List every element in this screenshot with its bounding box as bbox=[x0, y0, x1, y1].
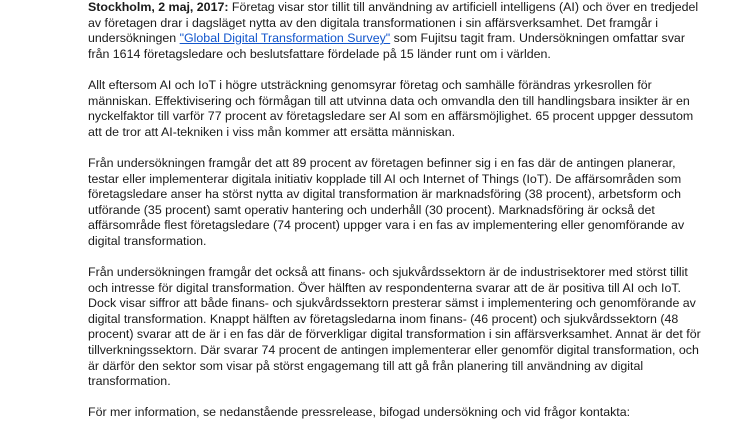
text-line: företagsledare anser ha störst nytta av digital transformation är marknadsföring (38 procent), arbetsform och bbox=[88, 187, 681, 202]
text-line: affärsområde flest företagsledare (74 procent) uppger vara i en fas av implementering eller genomförande av bbox=[88, 218, 685, 233]
text-line: testar eller implementerar digitala initiativ kopplade till AI och Internet of Things (IoT). De affärsområden som bbox=[88, 171, 682, 186]
dateline: Stockholm, 2 maj, 2017: bbox=[88, 0, 229, 14]
text-span: undersökningen bbox=[88, 31, 180, 46]
paragraph-ai-iot bbox=[88, 78, 726, 140]
text-line: Dock visar siffror att både finans- och sjukvårdssektorn presterar sämst i implementering och genomförande av bbox=[88, 296, 696, 311]
text-line: procent) svarar att de är i en fas där de förverkligar digital transformation i sin affärsverksamhet. Annat är det för bbox=[88, 327, 701, 342]
text-line: utförande (35 procent) samt operativ hantering och underhåll (30 procent). Marknadsföring är också det bbox=[88, 202, 655, 217]
text-line: För mer information, se nedanstående pressrelease, bifogad undersökning och vid frågor kontakta: bbox=[88, 405, 631, 420]
text-line: digital transformation. bbox=[88, 233, 207, 248]
paragraph-gap bbox=[88, 140, 726, 156]
paragraph-gap bbox=[88, 62, 726, 78]
paragraph-intro bbox=[88, 0, 726, 62]
text-line: Från undersökningen framgår det att 89 procent av företagen befinner sig i en fas där de antingen planerar, bbox=[88, 155, 676, 170]
text-line: tillverkningssektorn. Där svarar 74 procent de antingen implementerar eller genomför digital transformation, och bbox=[88, 343, 699, 358]
text-line bbox=[88, 31, 726, 47]
survey-link[interactable]: "Global Digital Transformation Survey" bbox=[179, 31, 391, 46]
text-span: som Fujitsu tagit fram. Undersökningen omfattar svar bbox=[390, 31, 685, 46]
paragraph-gap bbox=[88, 250, 726, 266]
text-line: och intresse för digital transformation. Över hälften av respondenterna svarar att de är positiva till AI och IoT. bbox=[88, 280, 681, 295]
text-line: människan. Effektivisering och förmågan till att utvinna data och omvandla den till handlingsbara insikter är en bbox=[88, 93, 690, 108]
text-line: nyckelfaktor till varför 77 procent av företagsledare ser AI som en affärsmöjlighet. 65 procent uppger dessutom bbox=[88, 109, 694, 124]
text-line: från 1614 företagsledare och beslutsfattare fördelade på 15 länder runt om i världen. bbox=[88, 46, 551, 61]
paragraph-gap bbox=[88, 390, 726, 406]
text-line: att de tror att AI-tekniken i viss mån kommer att ersätta människan. bbox=[88, 124, 456, 139]
text-line: Allt eftersom AI och IoT i högre utsträckning genomsyrar företag och samhälle förändras yrkesrollen för bbox=[88, 77, 652, 92]
paragraph-sectors bbox=[88, 265, 726, 390]
text-line bbox=[88, 0, 726, 16]
paragraph-survey-findings bbox=[88, 156, 726, 250]
text-line: av företagen drar i dagsläget nytta av den digitala transformationen i sin affärsverksamhet. Det framgår i bbox=[88, 15, 659, 30]
text-line: Från undersökningen framgår det också att finans- och sjukvårdssektorn är de industrisektorer med störst tillit bbox=[88, 265, 688, 280]
text-line: transformation. bbox=[88, 374, 171, 389]
text-line: digital transformation. Knappt hälften av företagsledarna inom finans- (46 procent) och sjukvårdssektorn (48 bbox=[88, 311, 679, 326]
text-span: Företag visar stor tillit till användning av artificiell intelligens (AI) och över en tredjedel bbox=[228, 0, 699, 14]
text-line: är därför den sektor som visar på störst engagemang till att gå från planering till användning av digital bbox=[88, 358, 644, 373]
